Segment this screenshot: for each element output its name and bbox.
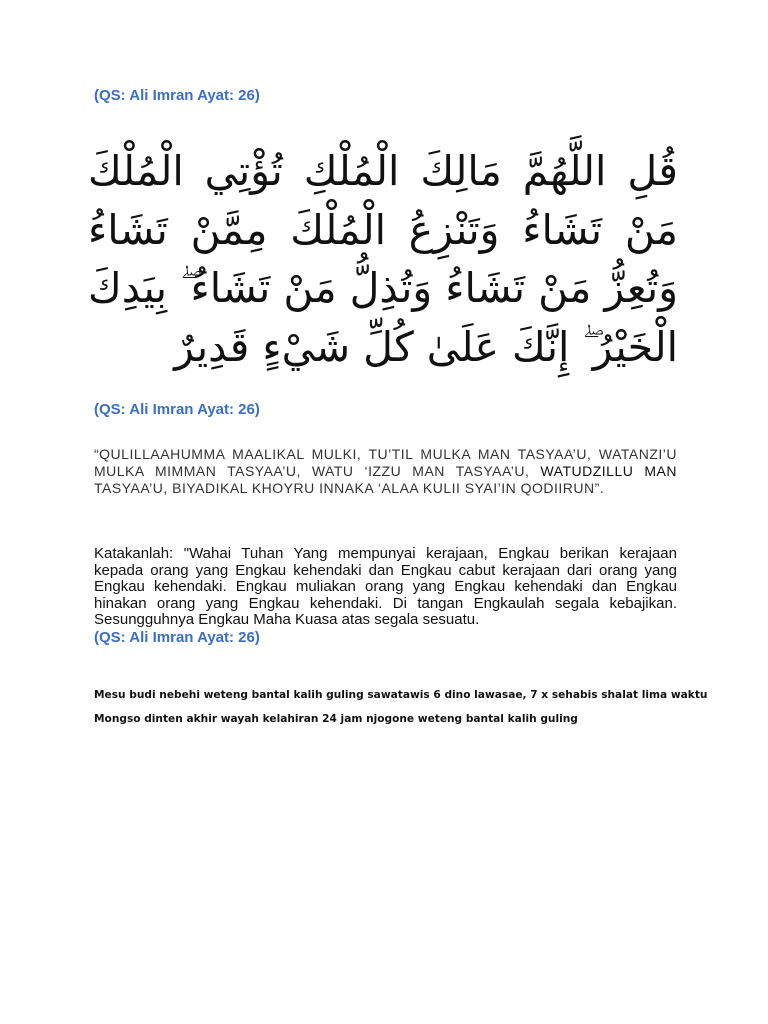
translation-text: Katakanlah: "Wahai Tuhan Yang mempunyai kerajaan, Engkau berikan kerajaan kepada orang yang Engkau kehendaki dan Engkau cabut kerajaan dari orang yang Engkau kehendaki. Engkau muliakan orang yang Engkau kehendaki dan Engkau hinakan orang yang Engkau kehendaki. Di tangan Engkaulah segala kebajikan. Sesungguhnya Engkau Maha Kuasa atas segala sesuatu. xyxy=(94,545,677,628)
verse-reference-top: (QS: Ali Imran Ayat: 26) xyxy=(94,87,260,104)
arabic-verse: قُلِ اللَّهُمَّ مَالِكَ الْمُلْكِ تُؤْتِي الْمُلْكَ مَنْ تَشَاءُ وَتَنْزِعُ الْمُلْكَ مِمَّنْ تَشَاءُ وَتُعِزُّ مَنْ تَشَاءُ وَتُذِلُّ مَنْ تَشَاءُ ۖ بِيَدِكَ الْخَيْرُ ۖ إِنَّكَ عَلَىٰ كُلِّ شَيْءٍ قَدِيرٌ xyxy=(88,147,678,371)
instruction-note-2: Mongso dinten akhir wayah kelahiran 24 jam njogone weteng bantal kalih guling xyxy=(94,713,578,725)
transliteration-paragraph xyxy=(94,446,677,497)
verse-reference-bottom: (QS: Ali Imran Ayat: 26) xyxy=(94,628,260,646)
translation-paragraph xyxy=(94,546,677,647)
instruction-note-1: Mesu budi nebehi weteng bantal kalih guling sawatawis 6 dino lawasae, 7 x sehabis shalat lima waktu xyxy=(94,689,708,701)
transliteration-part-2: WATUDZILLU MAN xyxy=(540,463,678,479)
transliteration-part-3: TASYAA’U, BIYADIKAL KHOYRU INNAKA ‘ALAA KULII SYAI’IN QODIIRUN”. xyxy=(94,480,605,496)
verse-reference-middle: (QS: Ali Imran Ayat: 26) xyxy=(94,401,260,418)
transliteration-part-1: “QULILLAAHUMMA MAALIKAL MULKI, TU’TIL MULKA MAN TASYAA’U, WATANZI’U MULKA MIMMAN TASYAA’U, WATU ‘IZZU MAN TASYAA’U, xyxy=(94,446,677,479)
